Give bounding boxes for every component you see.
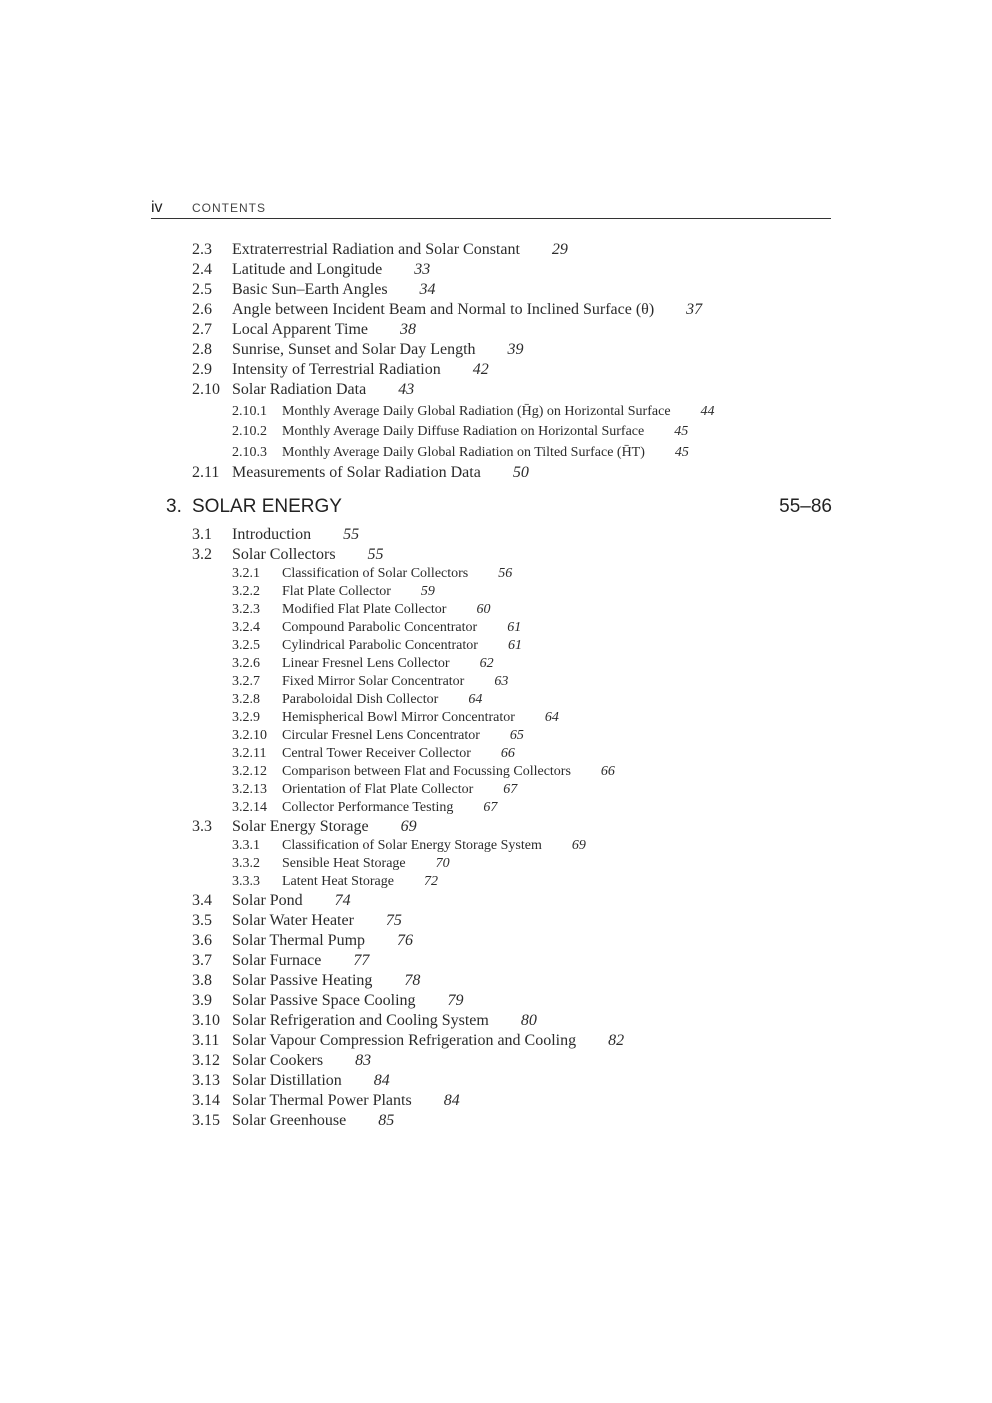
entry-title: Orientation of Flat Plate Collector — [282, 782, 474, 797]
chapter-heading — [166, 496, 832, 520]
entry-number: 2.6 — [192, 301, 212, 318]
entry-title: Latent Heat Storage — [282, 874, 394, 889]
entry-number: 3.2 — [192, 546, 212, 563]
entry-number: 3.5 — [192, 912, 212, 929]
entry-title: Latitude and Longitude — [232, 261, 383, 278]
entry-title: Fixed Mirror Solar Concentrator — [282, 674, 465, 689]
entry-number: 2.10.1 — [232, 404, 267, 419]
entry-number: 3.8 — [192, 972, 212, 989]
entry-page-number: 69 — [400, 818, 417, 835]
entry-page-number: 29 — [551, 241, 568, 258]
entry-number: 3.2.3 — [232, 602, 260, 617]
entry-title: Solar Refrigeration and Cooling System — [232, 1012, 489, 1029]
entry-page-number: 67 — [483, 800, 498, 815]
entry-page-number: 84 — [443, 1092, 460, 1109]
running-header — [151, 199, 831, 219]
entry-number: 3.3.1 — [232, 838, 260, 853]
entry-title: Solar Cookers — [232, 1052, 324, 1069]
entry-page-number: 38 — [399, 321, 416, 338]
entry-title: Angle between Incident Beam and Normal to Inclined Surface (θ) — [232, 301, 655, 318]
entry-page-number: 59 — [420, 584, 435, 599]
entry-page-number: 79 — [447, 992, 464, 1009]
entry-page-number: 69 — [571, 838, 586, 853]
running-title: CONTENTS — [192, 201, 266, 215]
entry-page-number: 61 — [507, 638, 522, 653]
entry-number: 3.14 — [192, 1092, 220, 1109]
entry-number: 3.13 — [192, 1072, 220, 1089]
entry-title: Solar Thermal Pump — [232, 932, 366, 949]
entry-number: 3.1 — [192, 526, 212, 543]
entry-title: Classification of Solar Energy Storage System — [282, 838, 542, 853]
entry-page-number: 44 — [700, 404, 715, 419]
entry-page-number: 85 — [378, 1112, 395, 1129]
entry-page-number: 84 — [373, 1072, 390, 1089]
entry-number: 2.8 — [192, 341, 212, 358]
entry-page-number: 55 — [343, 526, 360, 543]
entry-page-number: 55 — [367, 546, 384, 563]
entry-number: 2.10 — [192, 381, 220, 398]
entry-number: 3.7 — [192, 952, 212, 969]
entry-page-number: 76 — [397, 932, 414, 949]
entry-title: Solar Collectors — [232, 546, 336, 563]
entry-number: 3.2.4 — [232, 620, 260, 635]
entry-title: Extraterrestrial Radiation and Solar Constant — [232, 241, 520, 258]
entry-title: Introduction — [232, 526, 312, 543]
entry-page-number: 64 — [468, 692, 483, 707]
entry-number: 3.4 — [192, 892, 212, 909]
entry-number: 3.2.11 — [232, 746, 267, 761]
entry-page-number: 77 — [353, 952, 370, 969]
entry-page-number: 83 — [355, 1052, 372, 1069]
entry-page-number: 70 — [435, 856, 450, 871]
entry-number: 3.2.12 — [232, 764, 267, 779]
entry-number: 3.3 — [192, 818, 212, 835]
entry-number: 3.2.1 — [232, 566, 260, 581]
entry-number: 2.3 — [192, 241, 212, 258]
entry-number: 3.15 — [192, 1112, 220, 1129]
entry-number: 2.10.2 — [232, 424, 267, 439]
entry-page-number: 34 — [419, 281, 436, 298]
entry-title: Solar Furnace — [232, 952, 322, 969]
entry-number: 3.2.8 — [232, 692, 260, 707]
entry-title: Collector Performance Testing — [282, 800, 454, 815]
entry-title: Sensible Heat Storage — [282, 856, 406, 871]
entry-title: Classification of Solar Collectors — [282, 566, 469, 581]
entry-title: Cylindrical Parabolic Concentrator — [282, 638, 478, 653]
entry-number: 3.2.6 — [232, 656, 260, 671]
entry-title: Solar Pond — [232, 892, 303, 909]
entry-page-number: 64 — [544, 710, 559, 725]
entry-title: Monthly Average Daily Global Radiation (H̄g) on Horizontal Surface — [282, 404, 671, 419]
entry-page-number: 78 — [404, 972, 421, 989]
entry-page-number: 37 — [686, 301, 703, 318]
entry-page-number: 82 — [608, 1032, 625, 1049]
entry-title: Intensity of Terrestrial Radiation — [232, 361, 441, 378]
entry-number: 3.3.3 — [232, 874, 260, 889]
entry-page-number: 50 — [512, 464, 529, 481]
entry-page-number: 61 — [507, 620, 522, 635]
entry-title: Comparison between Flat and Focussing Collectors — [282, 764, 571, 779]
entry-page-number: 66 — [500, 746, 515, 761]
entry-number: 2.7 — [192, 321, 212, 338]
entry-title: Modified Flat Plate Collector — [282, 602, 447, 617]
entry-title: Measurements of Solar Radiation Data — [232, 464, 481, 481]
entry-page-number: 80 — [520, 1012, 537, 1029]
entry-title: Monthly Average Daily Global Radiation on Tilted Surface (H̄T) — [282, 445, 645, 460]
entry-number: 3.9 — [192, 992, 212, 1009]
entry-title: Linear Fresnel Lens Collector — [282, 656, 450, 671]
entry-title: Solar Greenhouse — [232, 1112, 347, 1129]
entry-number: 3.12 — [192, 1052, 220, 1069]
entry-page-number: 75 — [385, 912, 402, 929]
entry-number: 2.9 — [192, 361, 212, 378]
entry-page-number: 42 — [472, 361, 489, 378]
entry-page-number: 65 — [509, 728, 524, 743]
entry-title: Solar Water Heater — [232, 912, 354, 929]
entry-number: 3.2.9 — [232, 710, 260, 725]
entry-title: Local Apparent Time — [232, 321, 368, 338]
entry-title: Hemispherical Bowl Mirror Concentrator — [282, 710, 515, 725]
entry-title: Solar Passive Heating — [232, 972, 373, 989]
entry-number: 2.4 — [192, 261, 212, 278]
chapter-title: SOLAR ENERGY — [192, 496, 342, 517]
chapter-number: 3. — [166, 496, 182, 517]
entry-page-number: 33 — [414, 261, 431, 278]
entry-title: Solar Thermal Power Plants — [232, 1092, 412, 1109]
entry-title: Monthly Average Daily Diffuse Radiation on Horizontal Surface — [282, 424, 645, 439]
entry-page-number: 56 — [498, 566, 513, 581]
entry-number: 2.11 — [192, 464, 220, 481]
entry-title: Central Tower Receiver Collector — [282, 746, 471, 761]
entry-number: 3.2.14 — [232, 800, 267, 815]
entry-title: Solar Passive Space Cooling — [232, 992, 416, 1009]
entry-page-number: 45 — [674, 424, 689, 439]
entry-title: Solar Distillation — [232, 1072, 342, 1089]
entry-page-number: 72 — [423, 874, 438, 889]
entry-title: Solar Energy Storage — [232, 818, 369, 835]
entry-number: 3.3.2 — [232, 856, 260, 871]
entry-number: 3.2.13 — [232, 782, 267, 797]
entry-number: 3.2.10 — [232, 728, 267, 743]
entry-title: Solar Radiation Data — [232, 381, 367, 398]
entry-number: 3.2.5 — [232, 638, 260, 653]
entry-page-number: 60 — [476, 602, 491, 617]
entry-page-number: 63 — [494, 674, 509, 689]
entry-page-number: 67 — [503, 782, 518, 797]
entry-page-number: 74 — [334, 892, 351, 909]
entry-number: 3.2.7 — [232, 674, 260, 689]
entry-page-number: 39 — [507, 341, 524, 358]
page-number: iv — [151, 199, 163, 216]
entry-page-number: 43 — [398, 381, 415, 398]
entry-title: Paraboloidal Dish Collector — [282, 692, 439, 707]
entry-number: 2.10.3 — [232, 445, 267, 460]
entry-title: Compound Parabolic Concentrator — [282, 620, 478, 635]
entry-page-number: 66 — [600, 764, 615, 779]
entry-number: 3.10 — [192, 1012, 220, 1029]
entry-title: Basic Sun–Earth Angles — [232, 281, 388, 298]
entry-number: 2.5 — [192, 281, 212, 298]
entry-title: Solar Vapour Compression Refrigeration and Cooling — [232, 1032, 577, 1049]
entry-number: 3.11 — [192, 1032, 220, 1049]
entry-page-number: 62 — [479, 656, 494, 671]
entry-page-number: 45 — [674, 445, 689, 460]
entry-number: 3.6 — [192, 932, 212, 949]
chapter-page-range: 55–86 — [779, 496, 832, 517]
entry-title: Flat Plate Collector — [282, 584, 391, 599]
entry-title: Sunrise, Sunset and Solar Day Length — [232, 341, 476, 358]
entry-number: 3.2.2 — [232, 584, 260, 599]
entry-title: Circular Fresnel Lens Concentrator — [282, 728, 480, 743]
